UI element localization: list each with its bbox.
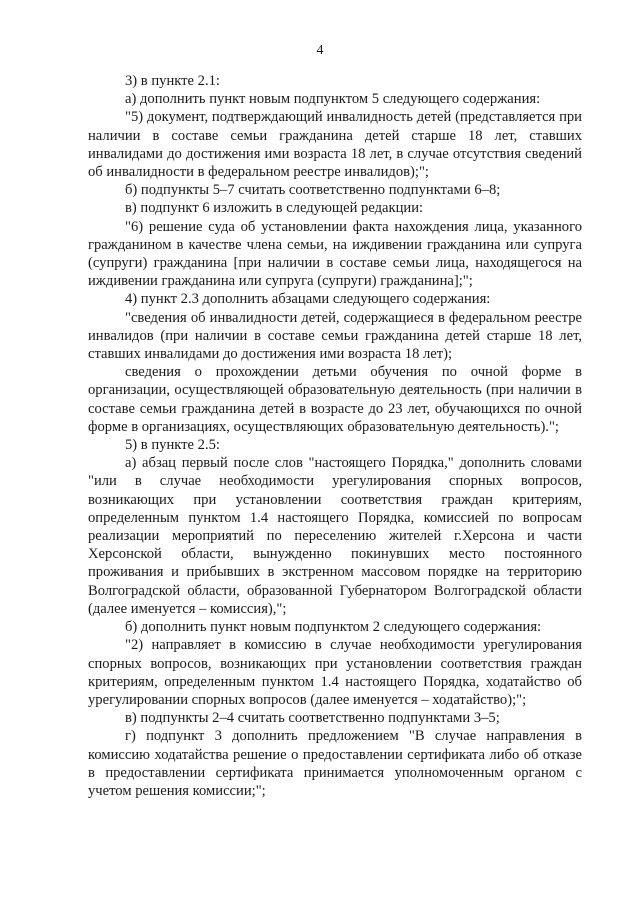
paragraph: сведения о прохождении детьми обучения по очной форме в организации, осуществляющей образовательную деятельность (при наличии в составе семьи гражданина детей в возрасте до 23 лет, обучающихся по очной форме в организациях, осуществляющих образовательную деятельность).";: [88, 364, 582, 435]
paragraph: г) подпункт 3 дополнить предложением "В случае направления в комиссию ходатайства решение о предоставлении сертификата либо об отказе в предоставлении сертификата принимается уполномоченным органом с учетом решения комиссии;";: [88, 728, 582, 799]
paragraph: 4) пункт 2.3 дополнить абзацами следующего содержания:: [125, 291, 491, 308]
document-body: [88, 72, 582, 800]
paragraph: "5) документ, подтверждающий инвалидность детей (представляется при наличии в составе семьи гражданина детей старше 18 лет, ставших инвалидами до достижения ими возраста 18 лет, в случае отсутствия сведений об инвалидности в федеральном реестре инвалидов);";: [88, 109, 582, 181]
paragraph: б) подпункты 5–7 считать соответственно подпунктами 6–8;: [125, 182, 501, 199]
paragraph: 5) в пункте 2.5:: [125, 437, 220, 454]
paragraph: "сведения об инвалидности детей, содержащиеся в федеральном реестре инвалидов (при наличии в составе семьи гражданина детей старше 18 лет, ставших инвалидами до достижения ими возраста 18 лет);: [88, 309, 582, 363]
paragraph: в) подпункты 2–4 считать соответственно подпунктами 3–5;: [125, 710, 500, 727]
paragraph: "6) решение суда об установлении факта нахождения лица, указанного гражданином в качестве члена семьи, на иждивении гражданина или супруга (супруги) гражданина [при наличии в составе семьи лица, находящегося на иждивении гражданина или супруга (супруги) гражданина];";: [88, 218, 582, 290]
paragraph: "2) направляет в комиссию в случае необходимости урегулирования спорных вопросов, возникающих при установлении соответствия граждан критериям, определенным пунктом 1.4 настоящего Порядка, ходатайство об урегулировании спорных вопросов (далее именуется – ходатайство);";: [88, 637, 582, 708]
paragraph: а) абзац первый после слов "настоящего Порядка," дополнить словами "или в случае необходимости урегулирования спорных вопросов, возникающих при установлении соответствия граждан критериям, определенным пунктом 1.4 настоящего Порядка, комиссией по вопросам реализации мероприятий по переселению жителей г.Херсона и части Херсонской области, вынужденно покинувших место постоянного проживания и прибывших в экстренном массовом порядке на территорию Волгоградской области, образованной Губернатором Волгоградской области (далее именуется – комиссия),";: [88, 455, 582, 617]
paragraph: 3) в пункте 2.1:: [125, 73, 220, 89]
paragraph: в) подпункт 6 изложить в следующей редакции:: [125, 200, 424, 217]
paragraph: б) дополнить пункт новым подпунктом 2 следующего содержания:: [125, 619, 542, 636]
page-number: 4: [316, 43, 324, 58]
paragraph: а) дополнить пункт новым подпунктом 5 следующего содержания:: [125, 91, 541, 108]
